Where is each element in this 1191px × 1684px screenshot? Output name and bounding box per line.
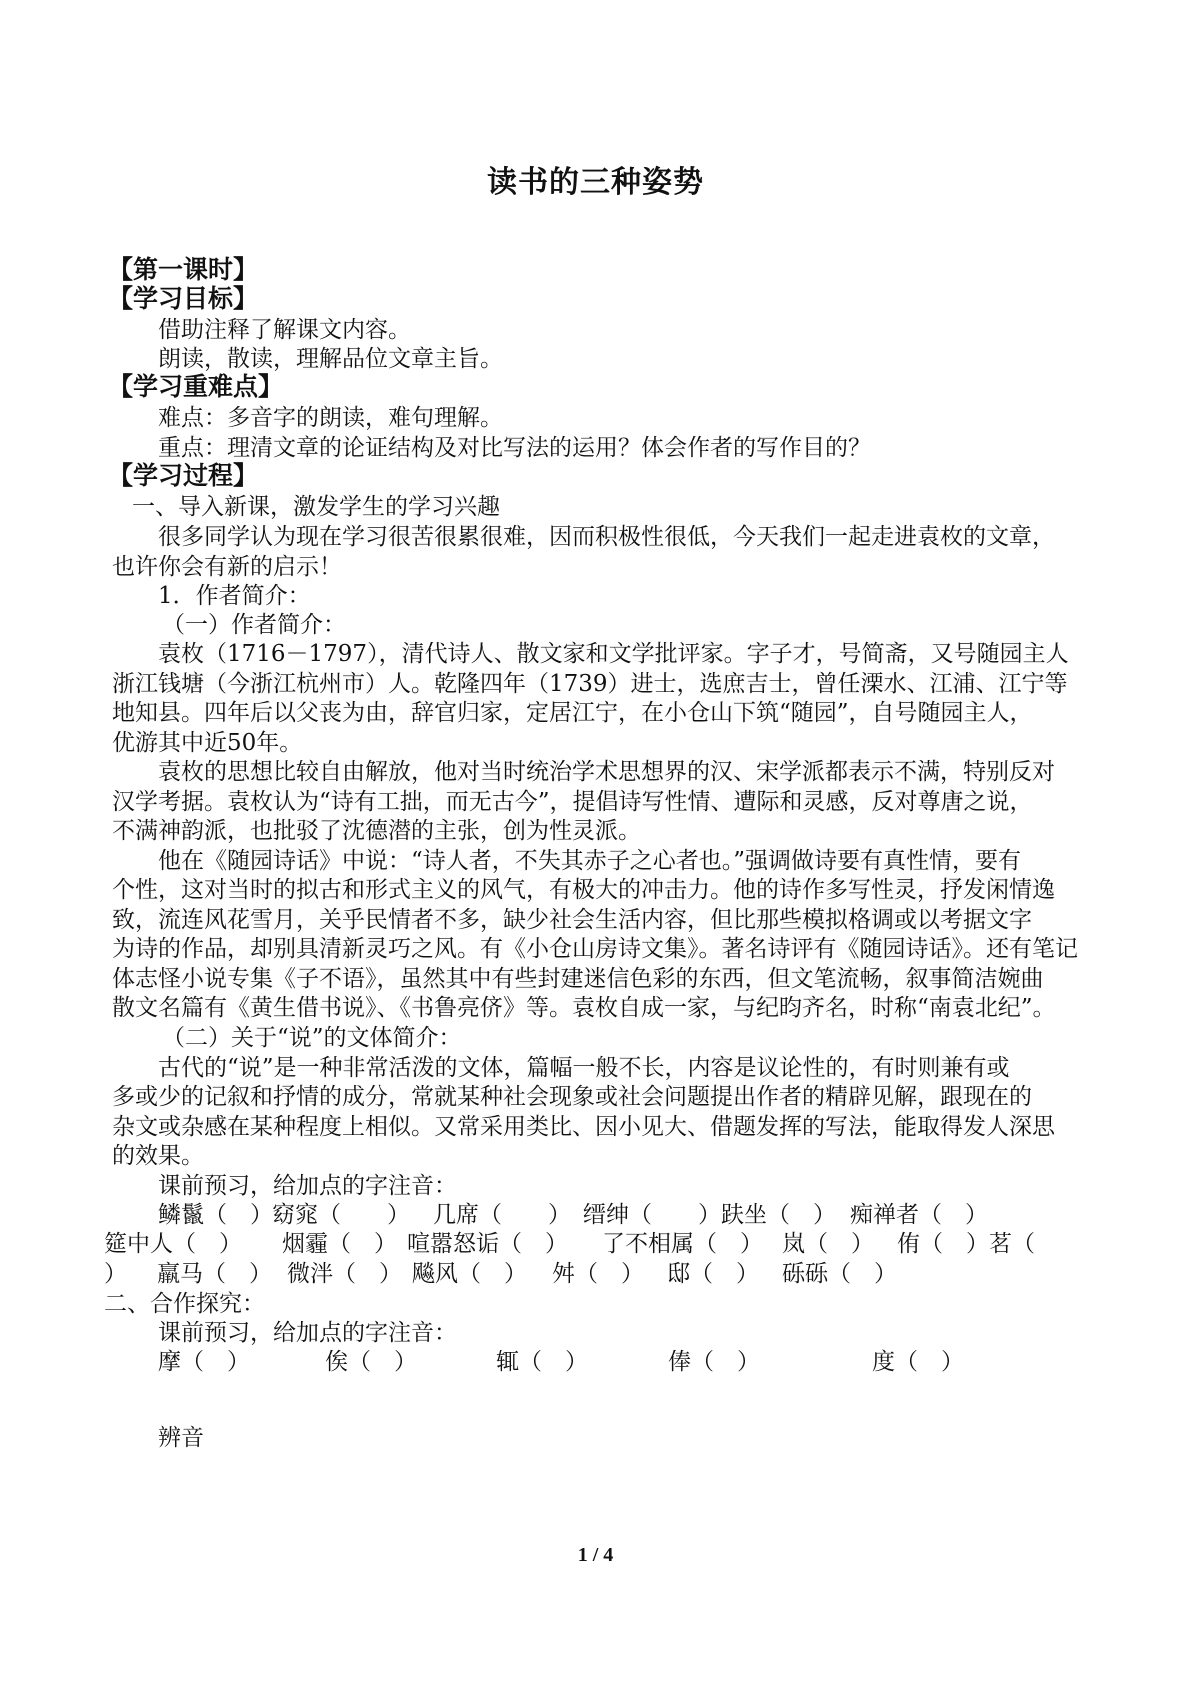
works-paragraph-line: 个性，这对当时的拟古和形式主义的风气，有极大的冲击力。他的诗作多写性灵，抒发闲情逸 bbox=[112, 877, 1055, 903]
pronunciation-item: 微泮（ ） bbox=[287, 1261, 402, 1287]
pronunciation-item: ） bbox=[104, 1261, 127, 1287]
intro-paragraph-line: 也许你会有新的启示！ bbox=[112, 554, 342, 580]
preview-instruction: 课前预习，给加点的字注音： bbox=[158, 1320, 457, 1346]
pronunciation-item: 辄（ ） bbox=[496, 1349, 588, 1375]
genre-paragraph-line: 多或少的记叙和抒情的成分，常就某种社会现象或社会问题提出作者的精辟见解，跟现在的 bbox=[112, 1084, 1032, 1110]
pronunciation-item: 俸（ ） bbox=[668, 1349, 760, 1375]
author-intro-subheading: （一）作者简介： bbox=[162, 612, 346, 638]
bio-paragraph-line: 优游其中近50年。 bbox=[112, 730, 303, 756]
works-paragraph-line: 散文名篇有《黄生借书说》、《书鲁亮侪》等。袁枚自成一家，与纪昀齐名，时称“南袁北纪”。 bbox=[112, 995, 1056, 1021]
intro-paragraph-line: 很多同学认为现在学习很苦很累很难，因而积极性很低，今天我们一起走进袁枚的文章， bbox=[158, 524, 1055, 550]
thought-paragraph-line: 不满神韵派，也批驳了沈德潜的主张，创为性灵派。 bbox=[112, 818, 641, 844]
pronunciation-item: 侑（ ）茗（ bbox=[897, 1231, 1035, 1257]
pronunciation-item: 了不相属（ ） bbox=[602, 1231, 763, 1257]
pronunciation-item: 几席（ ） bbox=[433, 1202, 571, 1228]
bio-paragraph-line: 浙江钱塘（今浙江杭州市）人。乾隆四年（1739）进士，选庶吉士，曾任溧水、江浦、江宁等 bbox=[112, 671, 1068, 697]
genre-paragraph-line: 古代的“说”是一种非常活泼的文体，篇幅一般不长，内容是议论性的，有时则兼有或 bbox=[158, 1055, 1010, 1081]
pronunciation-item: 窈窕（ ） bbox=[272, 1202, 410, 1228]
heading-key-points: 【学习重难点】 bbox=[108, 372, 284, 401]
genre-intro-subheading: （二）关于“说”的文体简介： bbox=[162, 1025, 462, 1051]
thought-paragraph-line: 汉学考据。袁枚认为“诗有工拙，而无古今”，提倡诗写性情、遭际和灵感，反对尊唐之说， bbox=[112, 789, 1033, 815]
heading-lesson: 【第一课时】 bbox=[108, 255, 259, 284]
works-paragraph-line: 为诗的作品，却别具清新灵巧之风。有《小仓山房诗文集》。著名诗评有《随园诗话》。还有笔记 bbox=[112, 936, 1078, 962]
pronunciation-item: 烟霾（ ） bbox=[282, 1231, 397, 1257]
author-intro-heading: 1．作者简介： bbox=[158, 583, 311, 609]
pronunciation-item: 喧嚣怒诟（ ） bbox=[407, 1231, 568, 1257]
pronunciation-item: 羸马（ ） bbox=[157, 1261, 272, 1287]
key-point-2: 重点：理清文章的论证结构及对比写法的运用？体会作者的写作目的？ bbox=[158, 435, 871, 461]
works-paragraph-line: 他在《随园诗话》中说：“诗人者，不失其赤子之心者也。”强调做诗要有真性情，要有 bbox=[158, 848, 1022, 874]
bio-paragraph-line: 袁枚（1716－1797），清代诗人、散文家和文学批评家。字子才，号简斋，又号随园主人 bbox=[158, 641, 1069, 667]
key-point-1: 难点：多音字的朗读，难句理解。 bbox=[158, 405, 503, 431]
pronunciation-item: 痴禅者（ ） bbox=[850, 1202, 988, 1228]
heading-goals: 【学习目标】 bbox=[108, 284, 259, 313]
pronunciation-item: 舛（ ） bbox=[552, 1261, 644, 1287]
goal-2: 朗读，散读，理解品位文章主旨。 bbox=[158, 346, 503, 372]
pronunciation-item: 摩（ ） bbox=[158, 1349, 250, 1375]
heading-process: 【学习过程】 bbox=[108, 461, 259, 490]
thought-paragraph-line: 袁枚的思想比较自由解放，他对当时统治学术思想界的汉、宋学派都表示不满，特别反对 bbox=[158, 759, 1055, 785]
section-1-heading: 一、导入新课，激发学生的学习兴趣 bbox=[132, 494, 500, 520]
pronunciation-item: 俟（ ） bbox=[325, 1349, 417, 1375]
works-paragraph-line: 致，流连风花雪月，关乎民情者不多，缺少社会生活内容，但比那些模拟格调或以考据文字 bbox=[112, 907, 1032, 933]
pronunciation-item: 岚（ ） bbox=[782, 1231, 874, 1257]
pronunciation-item: 筵中人（ ） bbox=[104, 1231, 242, 1257]
distinguish-sounds-label: 辨音 bbox=[158, 1425, 204, 1451]
genre-paragraph-line: 的效果。 bbox=[112, 1143, 204, 1169]
goal-1: 借助注释了解课文内容。 bbox=[158, 317, 411, 343]
pronunciation-item: 度（ ） bbox=[872, 1349, 964, 1375]
pronunciation-item: 飚风（ ） bbox=[412, 1261, 527, 1287]
section-2-heading: 二、合作探究： bbox=[104, 1291, 265, 1317]
pronunciation-item: 缙绅（ ）趺坐（ ） bbox=[583, 1202, 836, 1228]
works-paragraph-line: 体志怪小说专集《子不语》，虽然其中有些封建迷信色彩的东西，但文笔流畅，叙事简洁婉曲 bbox=[112, 966, 1044, 992]
page-number: 1 / 4 bbox=[577, 1544, 614, 1566]
document-title: 读书的三种姿势 bbox=[487, 165, 704, 200]
pronunciation-item: 鳞鬣（ ） bbox=[158, 1202, 273, 1228]
bio-paragraph-line: 地知县。四年后以父丧为由，辞官归家，定居江宁，在小仓山下筑“随园”，自号随园主人， bbox=[112, 700, 1033, 726]
pronunciation-item: 砾砾（ ） bbox=[782, 1261, 897, 1287]
pronunciation-item: 邸（ ） bbox=[667, 1261, 759, 1287]
genre-paragraph-line: 杂文或杂感在某种程度上相似。又常采用类比、因小见大、借题发挥的写法，能取得发人深思 bbox=[112, 1114, 1055, 1140]
preview-instruction: 课前预习，给加点的字注音： bbox=[158, 1173, 457, 1199]
